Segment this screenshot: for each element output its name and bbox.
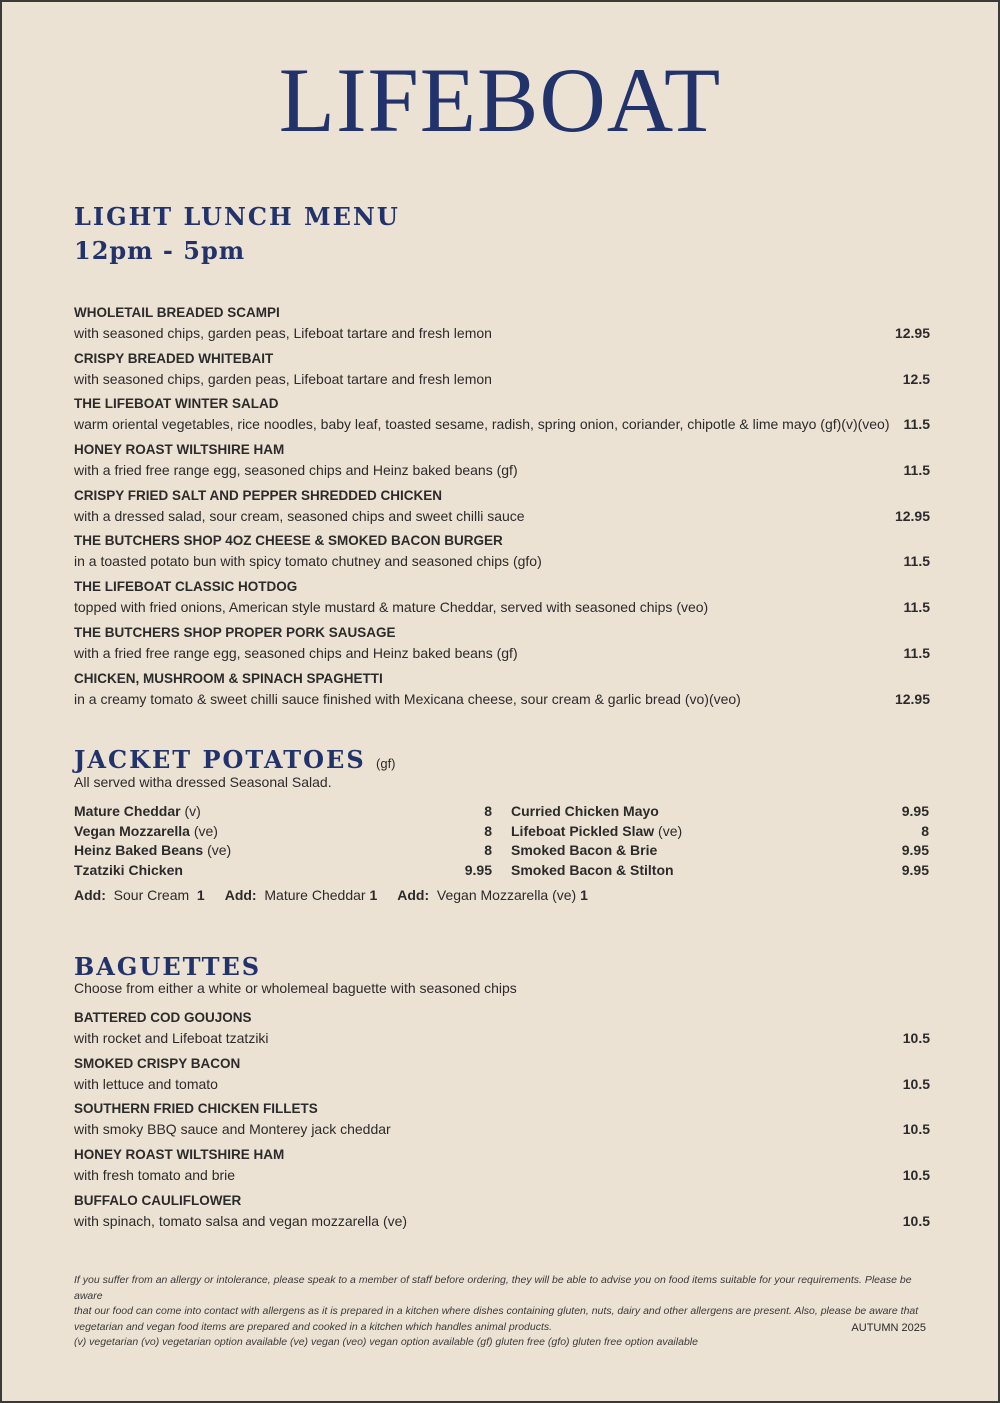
menu-item (74, 1008, 930, 1054)
jacket-item-price: 9.95 (464, 862, 492, 879)
menu-item-price: 11.5 (903, 462, 930, 479)
jacket-item (74, 802, 492, 822)
baguettes-section-title: BAGUETTES (74, 952, 262, 981)
menu-item-price: 10.5 (902, 1121, 930, 1138)
menu-item (74, 349, 930, 395)
allergen-line: vegetarian and vegan food items are prepared and cooked in a kitchen which handles animal products. (74, 1320, 553, 1333)
menu-item-description: with lettuce and tomato (74, 1075, 218, 1092)
jacket-item-name: Mature Cheddar (74, 803, 181, 819)
menu-item-description: with a fried free range egg, seasoned chips and Heinz baked beans (gf) (74, 644, 518, 661)
jacket-item-price: 8 (484, 822, 492, 839)
jacket-item-price: 8 (921, 822, 929, 839)
season-label: AUTUMN 2025 (851, 1322, 926, 1334)
menu-item (74, 1054, 930, 1100)
jacket-item-name: Vegan Mozzarella (74, 822, 190, 839)
menu-item-description: with seasoned chips, garden peas, Lifeboat tartare and fresh lemon (74, 370, 492, 387)
menu-item-name: CHICKEN, MUSHROOM & SPINACH SPAGHETTI (74, 670, 383, 686)
jacket-item-name: Heinz Baked Beans (74, 842, 204, 859)
lunch-items-list (74, 303, 930, 714)
menu-item-name: CRISPY BREADED WHITEBAIT (74, 350, 274, 366)
menu-item-name: HONEY ROAST WILTSHIRE HAM (74, 442, 285, 458)
addon-name: Vegan Mozzarella (ve) (436, 887, 577, 903)
jacket-list-left (74, 802, 492, 881)
jacket-item-diet: (ve) (658, 822, 683, 839)
jacket-item-price: 9.95 (901, 842, 929, 859)
menu-item-price: 11.5 (903, 553, 930, 570)
addon-item (74, 887, 205, 903)
jacket-item-diet: (ve) (207, 842, 232, 859)
jacket-subtitle: All served witha dressed Seasonal Salad. (74, 774, 332, 790)
jacket-item-name: Tzatziki Chicken (74, 862, 183, 879)
jacket-gf-tag: (gf) (376, 756, 396, 771)
menu-item-name: THE BUTCHERS SHOP PROPER PORK SAUSAGE (74, 624, 396, 640)
addon-label: Add: (74, 887, 106, 903)
jacket-item-price: 8 (484, 842, 492, 859)
menu-item-description: in a toasted potato bun with spicy tomato chutney and seasoned chips (gfo) (74, 553, 542, 570)
jacket-item-name: Lifeboat Pickled Slaw (511, 822, 655, 839)
addon-name: Mature Cheddar (264, 887, 366, 903)
jacket-item-price: 9.95 (901, 803, 929, 819)
jacket-item-diet: (ve) (193, 822, 218, 839)
menu-item (74, 1191, 930, 1237)
menu-item (74, 623, 930, 669)
addon-label: Add: (224, 887, 257, 903)
jacket-item (511, 861, 929, 881)
menu-item-name: BATTERED COD GOUJONS (74, 1010, 252, 1025)
menu-item-name: HONEY ROAST WILTSHIRE HAM (74, 1147, 285, 1163)
jacket-item (74, 841, 492, 861)
menu-item (74, 486, 930, 532)
menu-item-price: 10.5 (902, 1167, 930, 1184)
menu-item (74, 577, 930, 623)
addon-name: Sour Cream (113, 887, 190, 903)
jacket-item-price: 9.95 (901, 862, 929, 879)
jacket-title-text: JACKET POTATOES (74, 745, 366, 774)
menu-item-name: BUFFALO CAULIFLOWER (74, 1192, 242, 1208)
menu-item-name: CRISPY FRIED SALT AND PEPPER SHREDDED CHICKEN (74, 487, 443, 503)
menu-item-price: 11.5 (903, 644, 930, 661)
lunch-section-title: LIGHT LUNCH MENU (74, 202, 400, 231)
menu-item-description: with spinach, tomato salsa and vegan mozzarella (ve) (74, 1212, 408, 1229)
jacket-addons (74, 887, 588, 903)
menu-item-description: with a dressed salad, sour cream, seasoned chips and sweet chilli sauce (74, 507, 525, 524)
menu-item-price: 12.95 (894, 325, 930, 341)
baguette-items-list (74, 1008, 930, 1236)
addon-item (397, 887, 588, 903)
menu-item-name: THE LIFEBOAT CLASSIC HOTDOG (74, 579, 298, 595)
menu-item-description: warm oriental vegetables, rice noodles, baby leaf, toasted sesame, radish, spring onion, coriander, chipotle & lime mayo (gf)(v)(veo) (74, 416, 890, 433)
menu-item-description: with smoky BBQ sauce and Monterey jack cheddar (74, 1121, 391, 1138)
menu-item-price: 12.95 (894, 690, 930, 707)
jacket-item (511, 822, 929, 842)
lunch-hours: 12pm - 5pm (74, 236, 246, 265)
menu-item-description: in a creamy tomato & sweet chilli sauce finished with Mexicana cheese, sour cream & garlic bread (vo)(veo) (74, 690, 741, 707)
jacket-item (74, 822, 492, 842)
addon-label: Add: (397, 887, 430, 903)
menu-item (74, 1145, 930, 1191)
allergen-notice (74, 1273, 930, 1351)
menu-item (74, 1099, 930, 1145)
addon-item (225, 887, 378, 903)
jacket-item-name: Curried Chicken Mayo (511, 803, 659, 819)
dietary-key: (v) vegetarian (vo) vegetarian option available (ve) vegan (veo) vegan option available (gf) gluten free (gfo) gluten free option available (74, 1336, 698, 1348)
menu-item-price: 11.5 (903, 416, 930, 433)
menu-item-price: 10.5 (902, 1030, 930, 1046)
menu-item-description: with seasoned chips, garden peas, Lifeboat tartare and fresh lemon (74, 325, 492, 341)
jacket-item (511, 841, 929, 861)
brand-title: LIFEBOAT (278, 49, 722, 151)
menu-item-description: with fresh tomato and brie (74, 1167, 236, 1184)
addon-price: 1 (580, 887, 588, 903)
menu-item-name: WHOLETAIL BREADED SCAMPI (74, 305, 280, 320)
baguettes-subtitle: Choose from either a white or wholemeal baguette with seasoned chips (74, 980, 517, 996)
jacket-item-diet: (v) (184, 803, 201, 819)
menu-item-name: SMOKED CRISPY BACON (74, 1055, 241, 1071)
menu-item-description: with a fried free range egg, seasoned chips and Heinz baked beans (gf) (74, 462, 518, 479)
menu-item (74, 440, 930, 486)
jacket-item-price: 8 (484, 803, 492, 819)
menu-item (74, 394, 930, 440)
menu-item-name: THE BUTCHERS SHOP 4OZ CHEESE & SMOKED BACON BURGER (74, 533, 503, 549)
allergen-line: that our food can come into contact with allergens as it is prepared in a kitchen where dishes containing gluten, nuts, dairy and other allergens are present. Also, please be aware that (74, 1305, 919, 1317)
menu-item-price: 11.5 (903, 599, 930, 616)
menu-item (74, 531, 930, 577)
menu-item (74, 669, 930, 715)
jacket-section-title (74, 745, 396, 774)
allergen-line: If you suffer from an allergy or intolerance, please speak to a member of staff before ordering, they will be able to advise you on food items suitable for your requirements. Please be aware (74, 1274, 912, 1302)
menu-item-price: 10.5 (902, 1212, 930, 1229)
menu-item-description: topped with fried onions, American style mustard & mature Cheddar, served with seasoned chips (veo) (74, 599, 709, 616)
jacket-item-name: Smoked Bacon & Brie (511, 842, 658, 859)
menu-item-price: 10.5 (902, 1075, 930, 1092)
jacket-item (511, 802, 929, 822)
menu-item-name: THE LIFEBOAT WINTER SALAD (74, 396, 279, 412)
jacket-item-name: Smoked Bacon & Stilton (511, 862, 674, 879)
jacket-list-right (511, 802, 929, 881)
menu-item-price: 12.95 (894, 507, 930, 524)
menu-item (74, 303, 930, 349)
addon-price: 1 (196, 887, 205, 903)
menu-item-name: SOUTHERN FRIED CHICKEN FILLETS (74, 1101, 318, 1117)
jacket-item (74, 861, 492, 881)
menu-item-price: 12.5 (902, 370, 930, 387)
menu-item-description: with rocket and Lifeboat tzatziki (74, 1030, 269, 1046)
addon-price: 1 (369, 887, 378, 903)
